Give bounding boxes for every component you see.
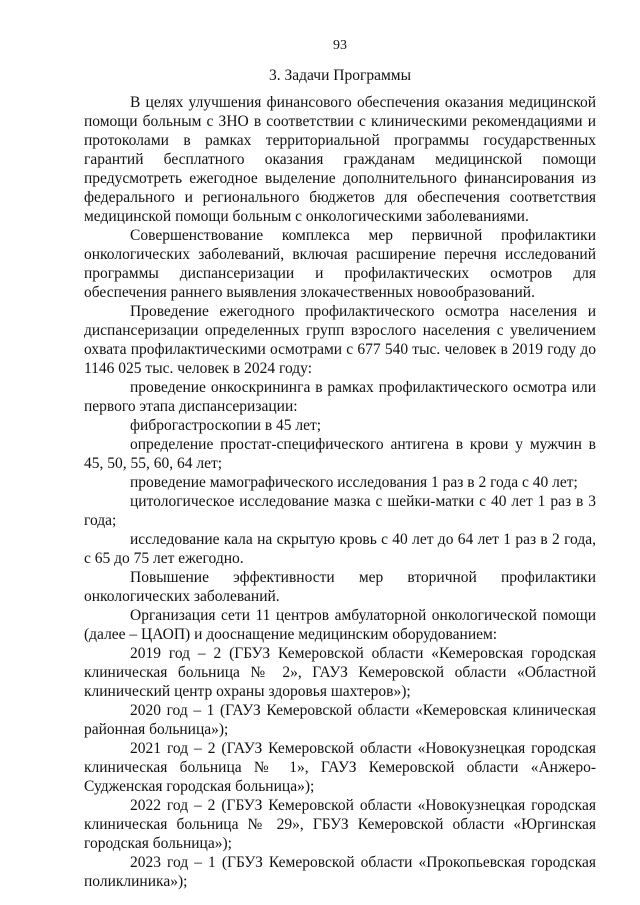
paragraph-year-2023: 2023 год – 1 (ГБУЗ Кемеровской области «Прокопьевская городская поликлиника»); [84,854,596,890]
paragraph-occult-blood-test: исследование кала на скрытую кровь с 40 лет до 64 лет 1 раз в 2 года, с 65 до 75 лет ежегодно. [84,531,596,567]
section-title: 3. Задачи Программы [269,67,411,84]
paragraph-annual-checkup: Проведение ежегодного профилактического осмотра населения и диспансеризации определенных групп взрослого населения с увеличением охвата профилактическими осмотрами с 677 540 тыс. человек в 2019 году до 1146 025 тыс. человек в 2024 году: [84,303,596,377]
paragraph-year-2021: 2021 год – 2 (ГАУЗ Кемеровской области «Новокузнецкая городская клиническая больница № 1», ГАУЗ Кемеровской области «Анжеро-Судженская городская больница»); [84,740,596,795]
page-number: 93 [333,38,347,53]
paragraph-psa-test: определение простат-специфического антигена в крови у мужчин в 45, 50, 55, 60, 64 лет; [84,436,596,472]
paragraph-gastroscopy: фиброгастроскопии в 45 лет; [130,417,322,434]
paragraph-funding: В целях улучшения финансового обеспечения оказания медицинской помощи больным с ЗНО в соответствии с клиническими рекомендациями и протоколами в рамках территориальной программы государственных гарантий бесплатного оказания гражданам медицинской помощи предусмотреть ежегодное выделение дополнительного финансирования из федерального и регионального бюджетов для обеспечения соответствия медицинской помощи больным с онкологическими заболеваниями. [84,94,596,225]
paragraph-caop-network: Организация сети 11 центров амбулаторной онкологической помощи (далее – ЦАОП) и дооснащение медицинским оборудованием: [84,607,596,643]
paragraph-year-2022: 2022 год – 2 (ГБУЗ Кемеровской области «Новокузнецкая городская клиническая больница № 29», ГБУЗ Кемеровской области «Юргинская городская больница»); [84,797,596,852]
paragraph-year-2019: 2019 год – 2 (ГБУЗ Кемеровской области «Кемеровская городская клиническая больница № 2», ГАУЗ Кемеровской области «Областной клинический центр охраны здоровья шахтеров»); [84,645,596,700]
paragraph-year-2020: 2020 год – 1 (ГАУЗ Кемеровской области «Кемеровская клиническая районная больница»); [84,702,596,738]
paragraph-oncoscreening: проведение онкоскрининга в рамках профилактического осмотра или первого этапа диспансеризации: [84,379,596,415]
paragraph-mammography: проведение мамографического исследования 1 раз в 2 года с 40 лет; [130,474,578,491]
paragraph-cervical-cytology: цитологическое исследование мазка с шейки-матки с 40 лет 1 раз в 3 года; [84,493,596,529]
paragraph-secondary-prevention: Повышение эффективности мер вторичной профилактики онкологических заболеваний. [84,569,596,605]
paragraph-primary-prevention: Совершенствование комплекса мер первичной профилактики онкологических заболеваний, включая расширение перечня исследований программы диспансеризации и профилактических осмотров для обеспечения раннего выявления злокачественных новообразований. [84,227,596,301]
